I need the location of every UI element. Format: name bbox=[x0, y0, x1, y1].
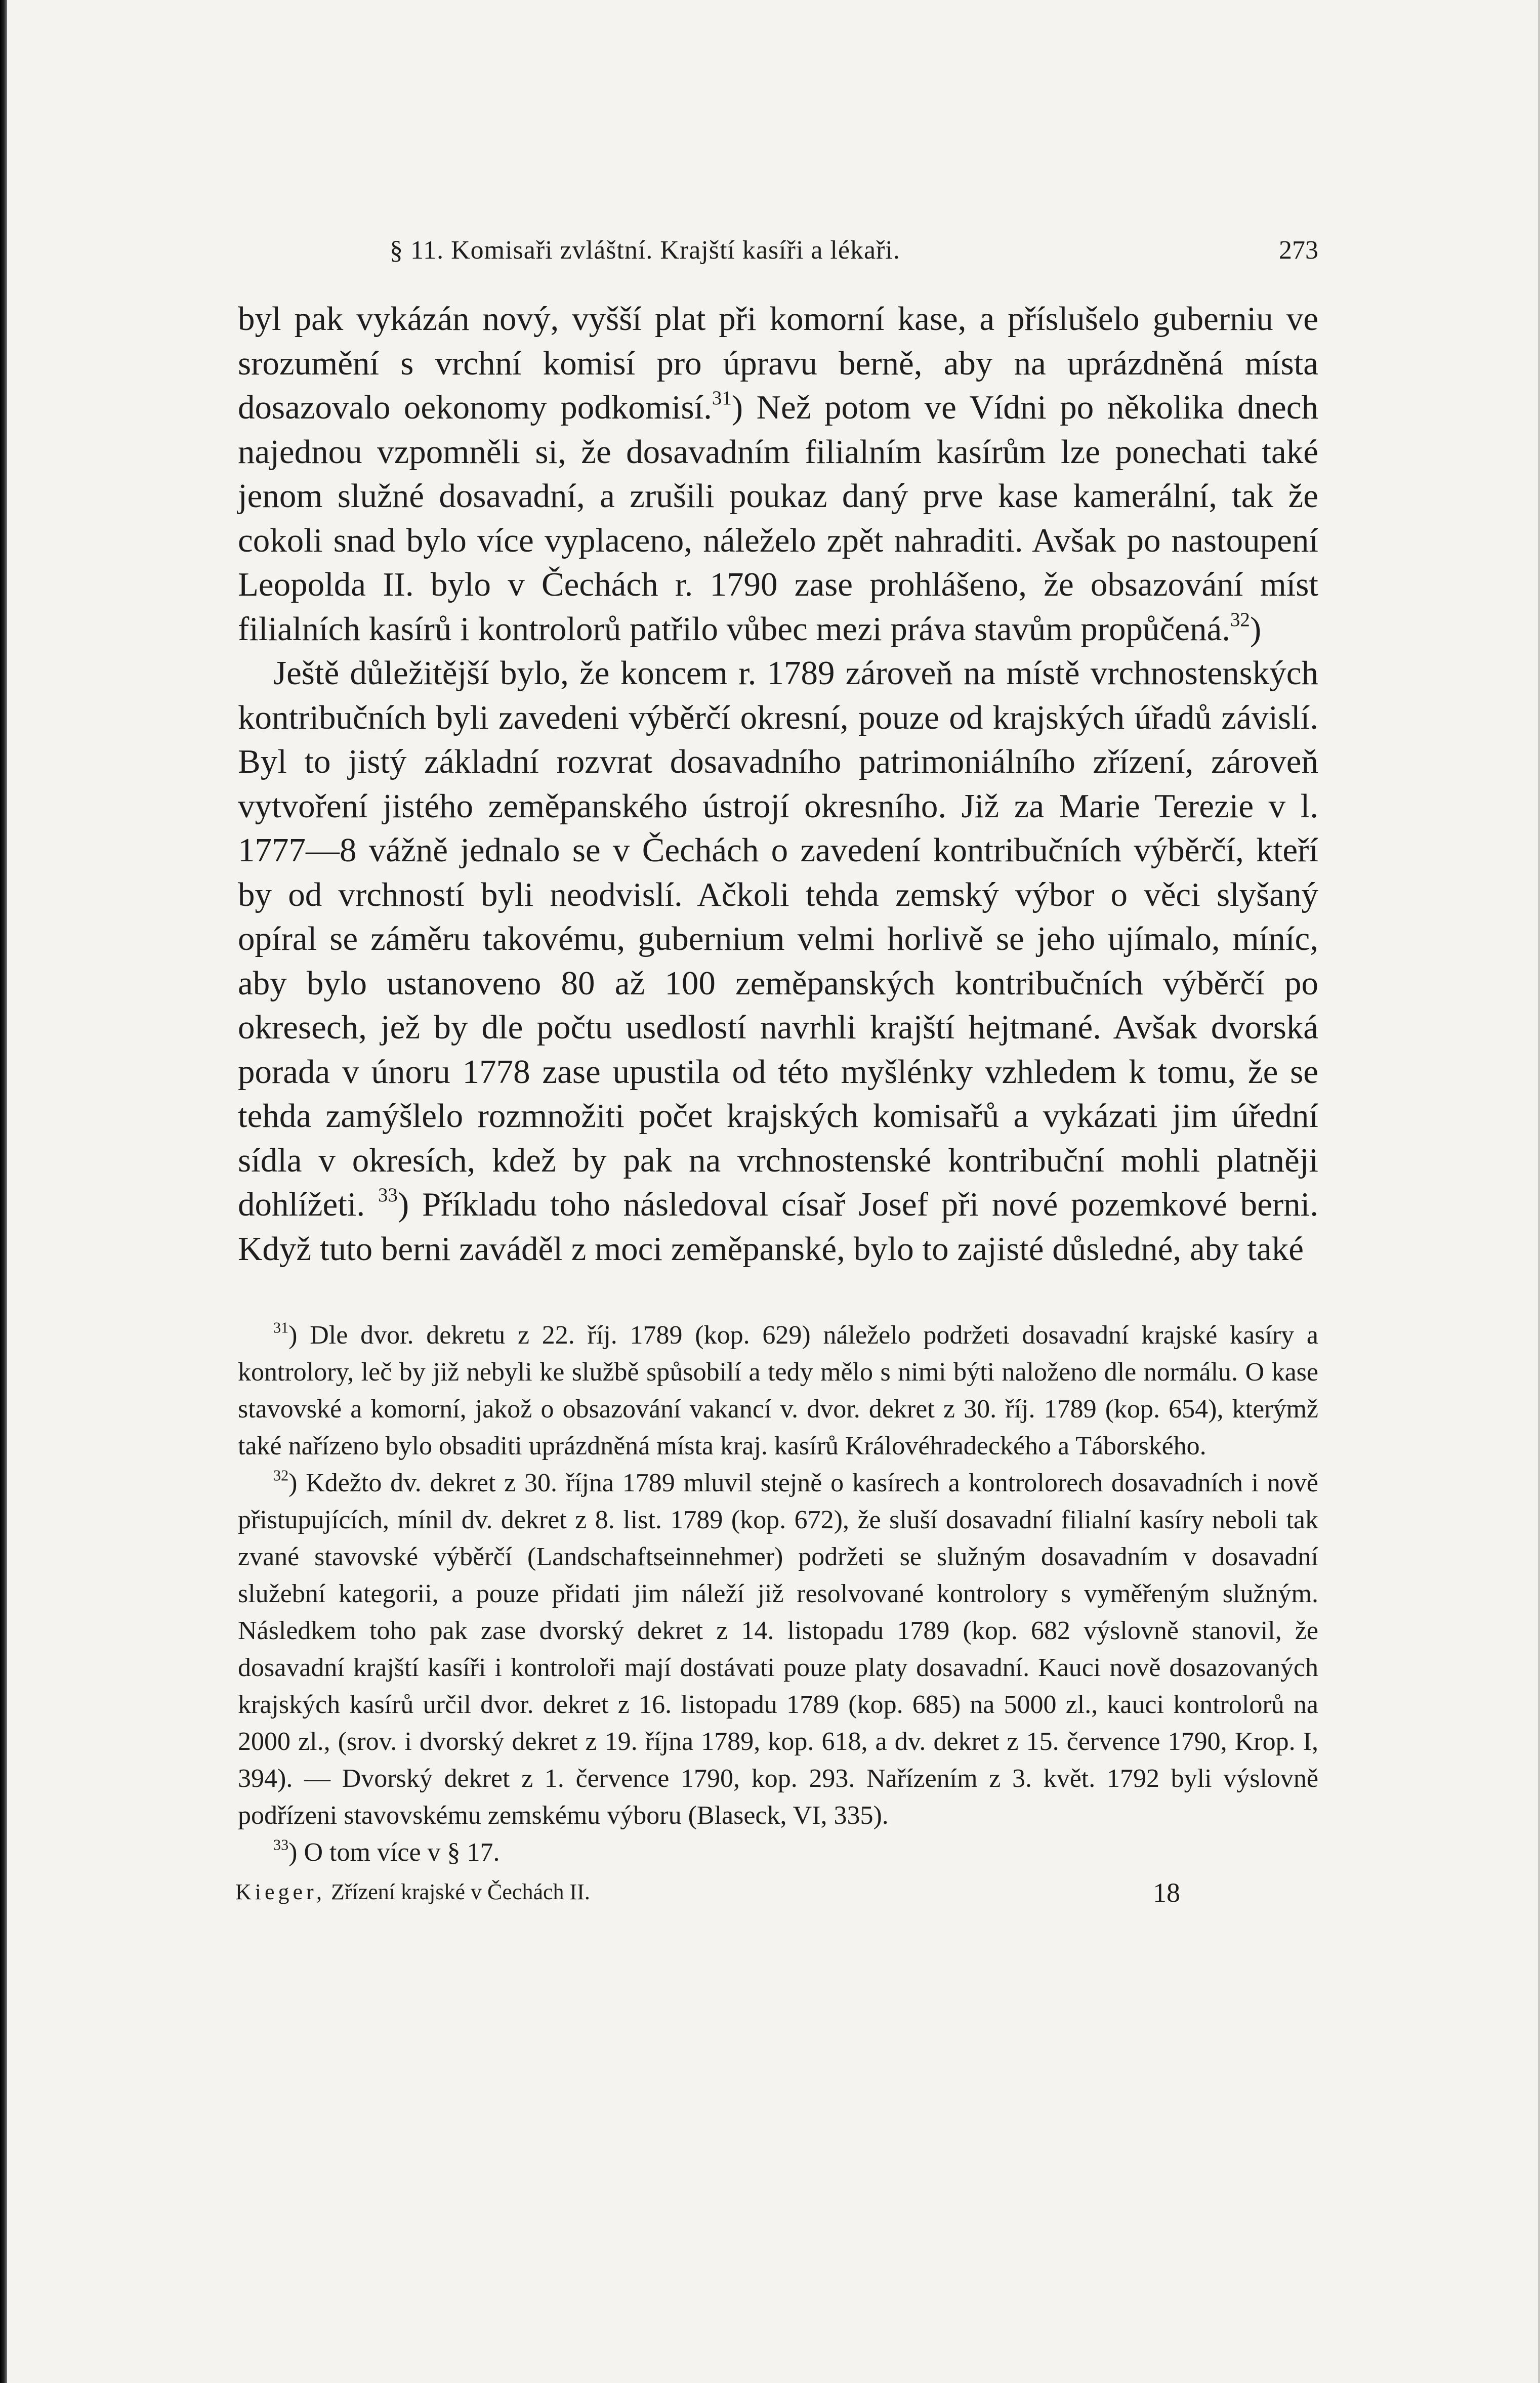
running-head bbox=[238, 235, 1318, 281]
footnote-text: ) O tom více v § 17. bbox=[288, 1838, 500, 1867]
footnotes bbox=[238, 1317, 1318, 1871]
paragraph-1-text-b: ) Než potom ve Vídni po několika dnech najednou vzpomněli si, že dosavadním filialním kasírům lze ponechati také jenom služné dosavadní, a zrušili poukaz daný prve kase kamerální, tak že cokoli snad bylo více vyplaceno, náleželo zpět nahraditi. Avšak po nastoupení Leopolda II. bylo v Čechách r. 1790 zase prohlášeno, že obsazování míst filialních kasírů i kontrolorů patřilo vůbec mezi práva stavům propůčená. bbox=[238, 389, 1318, 648]
footnote-mark: 32 bbox=[273, 1467, 289, 1484]
footnote-text: ) Dle dvor. dekretu z 22. říj. 1789 (kop. 629) náleželo podržeti dosavadní krajské kasíry a kontrolory, leč by již nebyli ke službě spůsobilí a tedy mělo s nimi býti naloženo dle normálu. O kase stavovské a komorní, jakož o obsazování vakancí v. dvor. dekret z 30. říj. 1789 (kop. 654), kterýmž také nařízeno bylo obsaditi uprázdněná místa kraj. kasírů Královéhradeckého a Táborského. bbox=[238, 1321, 1318, 1460]
footnote-31 bbox=[238, 1317, 1318, 1465]
main-text bbox=[238, 297, 1318, 1271]
paragraph-2-text-b: ) Příkladu toho následoval císař Josef při nové pozemkové berni. Když tuto berni zaváděl z moci zeměpanské, bylo to zajisté důsledné, aby také bbox=[238, 1186, 1319, 1268]
printer-signature bbox=[235, 1877, 1318, 1917]
paragraph-1-text-a: byl pak vykázán nový, vyšší plat při komorní kase, a příslušelo guberniu ve srozumění s vrchní komisí pro úpravu berně, aby na uprázdněná místa dosazovalo oekonomy podkomisí. bbox=[238, 300, 1318, 426]
footnote-text: ) Kdežto dv. dekret z 30. října 1789 mluvil stejně o kasírech a kontrolorech dosavadních i nově přistupujících, mínil dv. dekret z 8. list. 1789 (kop. 672), že sluší dosavadní filialní kasíry neboli tak zvané stavovské výběrčí (Landschaftseinnehmer) podržeti se služným dosavadním v dosavadní služební kategorii, a pouze přidati jim náleží již resolvované kontrolory s vyměřeným služným. Následkem toho pak zase dvorský dekret z 14. listopadu 1789 (kop. 682 výslovně stanovil, že dosavadní krajští kasíři i kontroloři mají dostávati pouze platy dosavadní. Kauci nově dosazovaných krajských kasírů určil dvor. dekret z 16. listopadu 1789 (kop. 685) na 5000 zl., kauci kontrolorů na 2000 zl., (srov. i dvorský dekret z 19. října 1789, kop. 618, a dv. dekret z 15. července 1790, Krop. I, 394). — Dvorský dekret z 1. července 1790, kop. 293. Nařízením z 3. květ. 1792 byli výslovně podřízeni stavovskému zemskému výboru (Blaseck, VI, 335). bbox=[238, 1469, 1318, 1830]
paragraph-1 bbox=[238, 297, 1318, 651]
scan-left-edge bbox=[0, 0, 7, 2383]
signature-title: Zřízení krajské v Čechách II. bbox=[330, 1879, 590, 1904]
footnote-32 bbox=[238, 1465, 1318, 1834]
signature-number: 18 bbox=[1153, 1877, 1180, 1908]
running-head-title: § 11. Komisaři zvláštní. Krajští kasíři a lékaři. bbox=[390, 236, 900, 265]
book-page bbox=[235, 235, 1319, 1917]
scan-right-edge bbox=[1538, 0, 1540, 2383]
footnote-33 bbox=[238, 1834, 1318, 1871]
footnote-mark: 31 bbox=[273, 1319, 289, 1336]
footnote-ref-33: 33 bbox=[378, 1184, 398, 1206]
signature-author: Kieger, bbox=[235, 1879, 325, 1904]
footnote-mark: 33 bbox=[273, 1836, 289, 1854]
footnote-ref-32: 32 bbox=[1230, 608, 1250, 631]
footnote-ref-31: 31 bbox=[712, 387, 732, 409]
page-number: 273 bbox=[1279, 236, 1318, 265]
paragraph-2-text-a: Ještě důležitější bylo, že koncem r. 1789 zároveň na místě vrchnostenských kontribučních byli zavedeni výběrčí okresní, pouze od krajských úřadů závislí. Byl to jistý základní rozvrat dosavadního patrimoniálního zřízení, zároveň vytvoření jistého zeměpanského ústrojí okresního. Již za Marie Terezie v l. 1777—8 vážně jednalo se v Čechách o zavedení kontribučních výběrčí, kteří by od vrchností byli neodvislí. Ačkoli tehda zemský výbor o věci slyšaný opíral se záměru takovému, gubernium velmi horlivě se jeho ujímalo, míníc, aby bylo ustanoveno 80 až 100 zeměpanských kontribučních výběrčí po okresech, jež by dle počtu usedlostí navrhli krajští hejtmané. Avšak dvorská porada v únoru 1778 zase upustila od této myšlénky vzhledem k tomu, že se tehda zamýšlelo rozmnožiti počet krajských komisařů a vykázati jim úřední sídla v okresích, kdež by pak na vrchnostenské kontribuční mohli platněji dohlížeti. bbox=[238, 654, 1318, 1223]
signature-text bbox=[235, 1879, 590, 1905]
paragraph-1-text-c: ) bbox=[1250, 610, 1262, 648]
paragraph-2 bbox=[238, 651, 1318, 1271]
